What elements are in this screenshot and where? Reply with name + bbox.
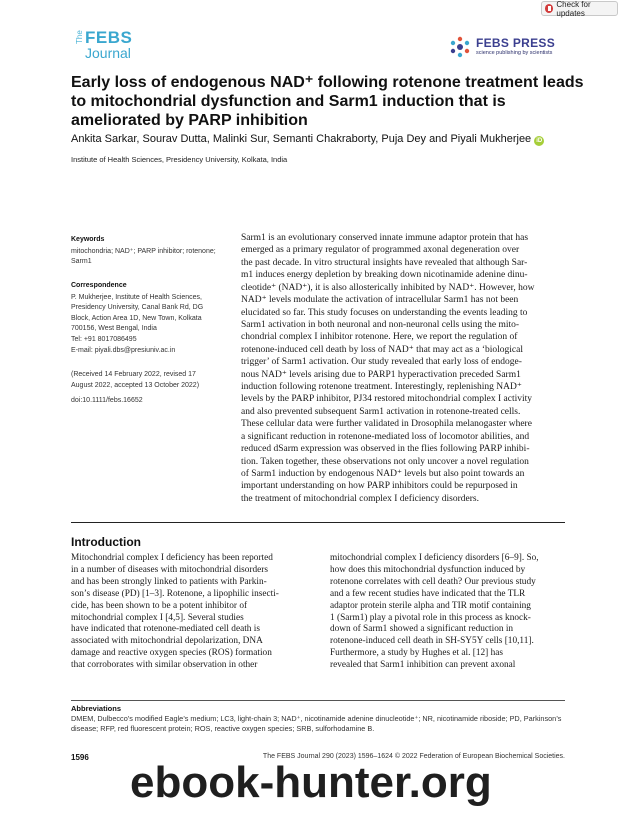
watermark: ebook-hunter.org: [130, 758, 492, 807]
abbreviations-text: DMEM, Dulbecco’s modified Eagle’s medium; LC3, light-chain 3; NAD⁺, nicotinamide adenine dinucleotide⁺; NR, nicotinamide riboside; PD, Parkinson’s disease; RFP, red fluorescent protein; ROS, reactive oxygen species; SRB, sulforhodamine B.: [71, 714, 562, 734]
keywords-heading: Keywords: [71, 236, 105, 243]
abstract-line: m1 induces energy depletion by breaking down nicotinamide adenine dinu-: [241, 270, 528, 281]
intro-column-left: [71, 553, 305, 672]
affiliation: Institute of Health Sciences, Presidency University, Kolkata, India: [71, 155, 288, 164]
abstract-line: levels by the PARP inhibitor, PJ34 restored mitochondrial complex I activity: [241, 394, 533, 405]
correspondence-line: Block, Action Area 1D, New Town, Kolkata: [71, 314, 202, 322]
journal-logo-the: The: [75, 30, 84, 44]
doi[interactable]: doi:10.1111/febs.16652: [71, 397, 143, 404]
abstract-line: emerged as a primary regulator of programmed axonal degeneration over: [241, 245, 520, 256]
intro-line: mitochondrial complex I deficiency disorders [6–9]. So,: [330, 553, 539, 563]
intro-line: mitochondrial complex I [4,5]. Several studies: [71, 612, 244, 623]
abstract-line: tion. Taken together, these observations not only uncover a novel regulation: [241, 456, 529, 467]
journal-logo: [71, 26, 147, 62]
intro-line: revealed that Sarm1 inhibition can prevent axonal: [330, 660, 516, 671]
intro-line: Furthermore, a study by Hughes et al. [12] has: [330, 648, 503, 659]
correspondence-block: [71, 281, 236, 356]
abstract-line: rotenone-induced cell death by loss of NAD⁺ that may act as a ‘biological: [241, 344, 524, 355]
abstract-line: induction following rotenone treatment. Interestingly, replenishing NAD⁺: [241, 382, 522, 393]
correspondence-line: P. Mukherjee, Institute of Health Sciences,: [71, 293, 202, 301]
intro-line: associated with mitochondrial depolarization, DNA: [71, 636, 263, 647]
abstract-line: chondrial complex I inhibitor rotenone. Here, we report the regulation of: [241, 332, 518, 343]
abstract-line: the past decade. In vitro structural insights have revealed that although Sar-: [241, 257, 528, 268]
abstract: [241, 232, 564, 505]
abstract-line: a significant reduction in rotenone-mediated loss of locomotor abilities, and: [241, 431, 530, 442]
article-title: Early loss of endogenous NAD⁺ following rotenone treatment leads to mitochondrial dysfunction and Sarm1 induction that is ameliorated by PARP inhibition: [71, 74, 584, 129]
dates-line: (Received 14 February 2022, revised 17: [71, 371, 196, 378]
abstract-line: the treatment of mitochondrial complex I deficiency disorders.: [241, 493, 479, 504]
febs-press-tagline: science publishing by scientists: [476, 50, 553, 56]
intro-line: rotenone-induced cell death in SH-SY5Y cells [10,11].: [330, 636, 534, 647]
intro-line: have indicated that rotenone-mediated cell death is: [71, 624, 260, 635]
abstract-line: NAD⁺ levels modulate the activation of intracellular Sarm1 has not been: [241, 295, 519, 306]
dates-line: August 2022, accepted 13 October 2022): [71, 381, 200, 389]
keywords-text: mitochondria; NAD⁺; PARP inhibitor; rotenone; Sarm1: [71, 247, 216, 266]
abbreviations-divider: [71, 700, 565, 701]
abstract-line: and also prevented subsequent Sarm1 activation in rotenone-treated cells.: [241, 406, 521, 417]
abstract-line: of Sarm1 induction by endogenous NAD⁺ levels but also point towards an: [241, 469, 525, 480]
intro-line: that corroborates with similar observation in other: [71, 660, 258, 671]
section-divider: [71, 522, 565, 523]
check-for-updates-label: Check for updates: [556, 0, 591, 18]
intro-line: and has been strongly linked to patients with Parkin-: [71, 576, 267, 587]
check-for-updates-button[interactable]: [541, 1, 618, 16]
correspondence-line: 700156, West Bengal, India: [71, 325, 157, 333]
febs-press-mark-icon: [448, 35, 472, 59]
footer-citation: The FEBS Journal 290 (2023) 1596–1624 © 2022 Federation of European Biochemical Societies.: [262, 753, 565, 760]
intro-line: 1 (Sarm1) play a pivotal role in this process as knock-: [330, 612, 531, 623]
page-number: 1596: [71, 753, 89, 762]
correspondence-email[interactable]: E-mail: piyali.dbs@presiuniv.ac.in: [71, 346, 176, 354]
intro-column-right: [330, 553, 564, 672]
correspondence-heading: Correspondence: [71, 282, 127, 289]
intro-line: cide, has been shown to be a potent inhibitor of: [71, 600, 248, 611]
author-list: [71, 133, 544, 146]
intro-line: adaptor protein sterile alpha and TIR motif containing: [330, 600, 531, 611]
abstract-line: elucidated so far. This study focuses on understanding the events leading to: [241, 307, 528, 318]
abstract-line: Sarm1 activation in both neuronal and non-neuronal cells using the mito-: [241, 319, 520, 330]
journal-logo-journal: Journal: [85, 45, 131, 61]
introduction-heading: Introduction: [71, 535, 141, 549]
intro-line: and a few recent studies have indicated that the TLR: [330, 588, 526, 599]
intro-line: son’s disease (PD) [1–3]. Rotenone, a lipophilic insecti-: [71, 588, 279, 599]
abstract-line: important understanding on how PARP inhibitors could be repurposed in: [241, 481, 518, 492]
intro-line: damage and reactive oxygen species (ROS) formation: [71, 648, 272, 659]
orcid-icon[interactable]: iD: [536, 138, 543, 144]
keywords-block: [71, 235, 236, 268]
intro-line: rotenone correlates with cell death? Our previous study: [330, 576, 536, 587]
abstract-line: cleotide⁺ (NAD⁺), it is also allosterically inhibited by NAD⁺. However, how: [241, 282, 535, 293]
intro-line: Mitochondrial complex I deficiency has been reported: [71, 553, 273, 563]
update-badge-icon: [545, 4, 553, 13]
abstract-line: trigger’ of Sarm1 activation. Our study revealed that early loss of endoge-: [241, 357, 522, 368]
correspondence-line: Presidency University, Canal Bank Rd, DG: [71, 304, 204, 312]
abbreviations-heading: Abbreviations: [71, 704, 122, 713]
abstract-line: These cellular data were further validated in Drosophila melanogaster where: [241, 419, 532, 430]
febs-press-name: FEBS PRESS: [476, 36, 556, 50]
febs-press-logo: [448, 35, 558, 61]
journal-logo-febs: FEBS: [85, 28, 133, 47]
author-names: Ankita Sarkar, Sourav Dutta, Malinki Sur, Semanti Chakraborty, Puja Dey and Piyali Mukherjee: [71, 133, 532, 145]
intro-line: in a number of diseases with mitochondrial disorders: [71, 564, 269, 575]
dates-block: [71, 370, 236, 391]
abstract-line: reduced dSarm expression was observed in the flies following PARP inhibi-: [241, 444, 530, 455]
abstract-line: nous NAD⁺ levels arising due to PARP1 hyperactivation preceded Sarm1: [241, 369, 521, 380]
correspondence-phone: Tel: +91 8017086495: [71, 335, 137, 343]
intro-line: how does this mitochondrial dysfunction induced by: [330, 564, 526, 575]
abstract-line: Sarm1 is an evolutionary conserved innate immune adaptor protein that has: [241, 233, 529, 243]
intro-line: down of Sarm1 showed a significant reduction in: [330, 624, 514, 635]
